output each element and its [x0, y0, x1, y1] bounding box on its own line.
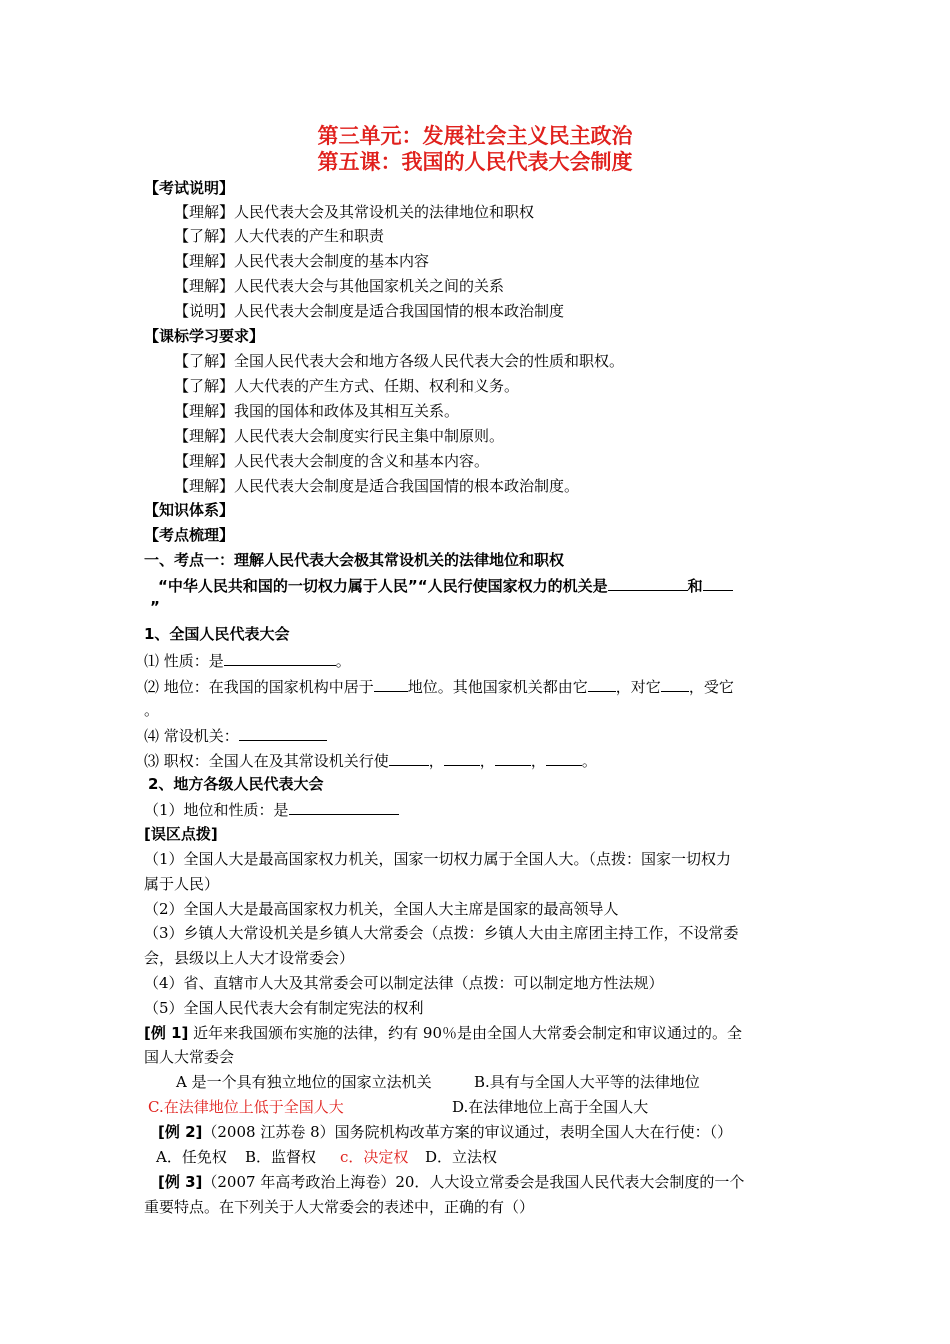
example2-option-a: A．任免权	[156, 1148, 227, 1166]
local-line	[144, 799, 399, 820]
example1-option-d: D.在法律地位上高于全国人大	[452, 1098, 649, 1116]
nature-line	[144, 650, 351, 671]
example-text: （2007 年高考政治上海卷）20．人大设立常委会是我国人民代表大会制度的一个	[202, 1173, 745, 1191]
local-subheading: 2、地方各级人民代表大会	[148, 775, 324, 793]
punct: ，	[530, 752, 546, 770]
unit-title: 第三单元：发展社会主义民主政治	[317, 124, 633, 148]
fill-blank	[588, 676, 616, 692]
curriculum-item: 【理解】人民代表大会制度是适合我国国情的根本政治制度。	[174, 477, 580, 495]
example2-question	[158, 1122, 732, 1142]
status-text: ，对它	[615, 678, 661, 696]
example2-option-d: D．立法权	[425, 1148, 498, 1166]
fill-blank	[608, 575, 688, 591]
example1-option-b: B.具有与全国人大平等的法律地位	[474, 1073, 700, 1091]
curriculum-item: 【了解】人大代表的产生方式、任期、权利和义务。	[174, 377, 520, 395]
powers-label: ⑶ 职权：全国人在及其常设机关行使	[144, 752, 389, 770]
status-text: 地位。其他国家机关都由它	[407, 678, 588, 696]
nature-label: ⑴ 性质：是	[144, 652, 224, 670]
example3-question-cont: 重要特点。在下列关于人大常委会的表述中，正确的有（）	[144, 1198, 535, 1216]
curriculum-heading: 【课标学习要求】	[144, 327, 265, 345]
pitfall-item-cont: 会，县级以上人大才设常委会）	[144, 949, 355, 967]
pitfall-item: （3）乡镇人大常设机关是乡镇人大常委会（点拨：乡镇人大由主席团主持工作，不设常委	[144, 924, 739, 942]
quote-and: 和	[687, 577, 703, 595]
standing-label: ⑷ 常设机关：	[144, 727, 239, 745]
powers-line	[144, 750, 597, 771]
example-label: [例 3]	[158, 1173, 203, 1191]
exam-item: 【理解】人民代表大会制度的基本内容	[174, 252, 430, 270]
example3-question	[158, 1172, 744, 1192]
fill-blank	[495, 750, 531, 766]
fill-blank	[703, 575, 733, 591]
pitfall-item: （5）全国人民代表大会有制定宪法的权利	[144, 999, 424, 1017]
example-label: [例 1]	[144, 1024, 189, 1042]
points-heading: 【考点梳理】	[144, 526, 235, 544]
point1-heading: 一、考点一：理解人民代表大会极其常设机关的法律地位和职权	[144, 551, 565, 569]
pitfalls-heading: [误区点拨]	[144, 825, 218, 843]
punct: 。	[581, 752, 597, 770]
curriculum-item: 【理解】人民代表大会制度的含义和基本内容。	[174, 452, 490, 470]
example1-question-cont: 国人大常委会	[144, 1048, 235, 1066]
fill-blank	[389, 750, 429, 766]
standing-line	[144, 725, 327, 746]
example2-option-b: B．监督权	[245, 1148, 317, 1166]
status-label: ⑵ 地位：在我国的国家机构中居于	[144, 678, 374, 696]
fill-blank	[374, 676, 408, 692]
curriculum-item: 【了解】全国人民代表大会和地方各级人民代表大会的性质和职权。	[174, 352, 625, 370]
exam-item: 【说明】人民代表大会制度是适合我国国情的根本政治制度	[174, 302, 565, 320]
fill-blank	[661, 676, 689, 692]
exam-item: 【理解】人民代表大会及其常设机关的法律地位和职权	[174, 203, 535, 221]
fill-blank	[444, 750, 480, 766]
fill-blank	[546, 750, 582, 766]
punct: ，	[479, 752, 495, 770]
fill-blank	[239, 725, 327, 741]
fill-blank	[224, 650, 336, 666]
curriculum-item: 【理解】我国的国体和政体及其相互关系。	[174, 402, 460, 420]
quote-end: ”	[150, 598, 160, 616]
lesson-title: 第五课：我国的人民代表大会制度	[317, 150, 633, 174]
example-text: （2008 江苏卷 8）国务院机构改革方案的审议通过，表明全国人大在行使：（）	[202, 1123, 733, 1141]
example1-option-a: A 是一个具有独立地位的国家立法机关	[176, 1073, 432, 1091]
fill-blank	[289, 799, 399, 815]
local-label: （1）地位和性质：是	[144, 801, 289, 819]
exam-item: 【了解】人大代表的产生和职责	[174, 227, 385, 245]
example1-question	[144, 1023, 742, 1043]
pitfall-item: （2）全国人大是最高国家权力机关，全国人大主席是国家的最高领导人	[144, 900, 619, 918]
status-text: ，受它	[688, 678, 734, 696]
pitfall-item-cont: 属于人民）	[144, 875, 220, 893]
pitfall-item: （4）省、直辖市人大及其常委会可以制定法律（点拨：可以制定地方性法规）	[144, 974, 664, 992]
example-label: [例 2]	[158, 1123, 203, 1141]
example-text: 近年来我国颁布实施的法律，约有 90％是由全国人大常委会制定和审议通过的。全	[188, 1024, 743, 1042]
status-line	[144, 676, 734, 697]
punct: 。	[335, 652, 351, 670]
knowledge-heading: 【知识体系】	[144, 501, 235, 519]
example1-option-c-answer: C.在法律地位上低于全国人大	[148, 1098, 344, 1116]
example2-option-c-answer: c．决定权	[340, 1148, 409, 1166]
exam-item: 【理解】人民代表大会与其他国家机关之间的关系	[174, 277, 505, 295]
exam-heading: 【考试说明】	[144, 179, 235, 197]
punct: ，	[428, 752, 444, 770]
pitfall-item: （1）全国人大是最高国家权力机关，国家一切权力属于全国人大。（点拨：国家一切权力	[144, 850, 732, 868]
quote-text: “中华人民共和国的一切权力属于人民”“人民行使国家权力的机关是	[158, 577, 608, 595]
npc-subheading: 1、全国人民代表大会	[144, 625, 290, 643]
quote-line	[158, 575, 733, 596]
curriculum-item: 【理解】人民代表大会制度实行民主集中制原则。	[174, 427, 505, 445]
status-end: 。	[144, 701, 160, 719]
